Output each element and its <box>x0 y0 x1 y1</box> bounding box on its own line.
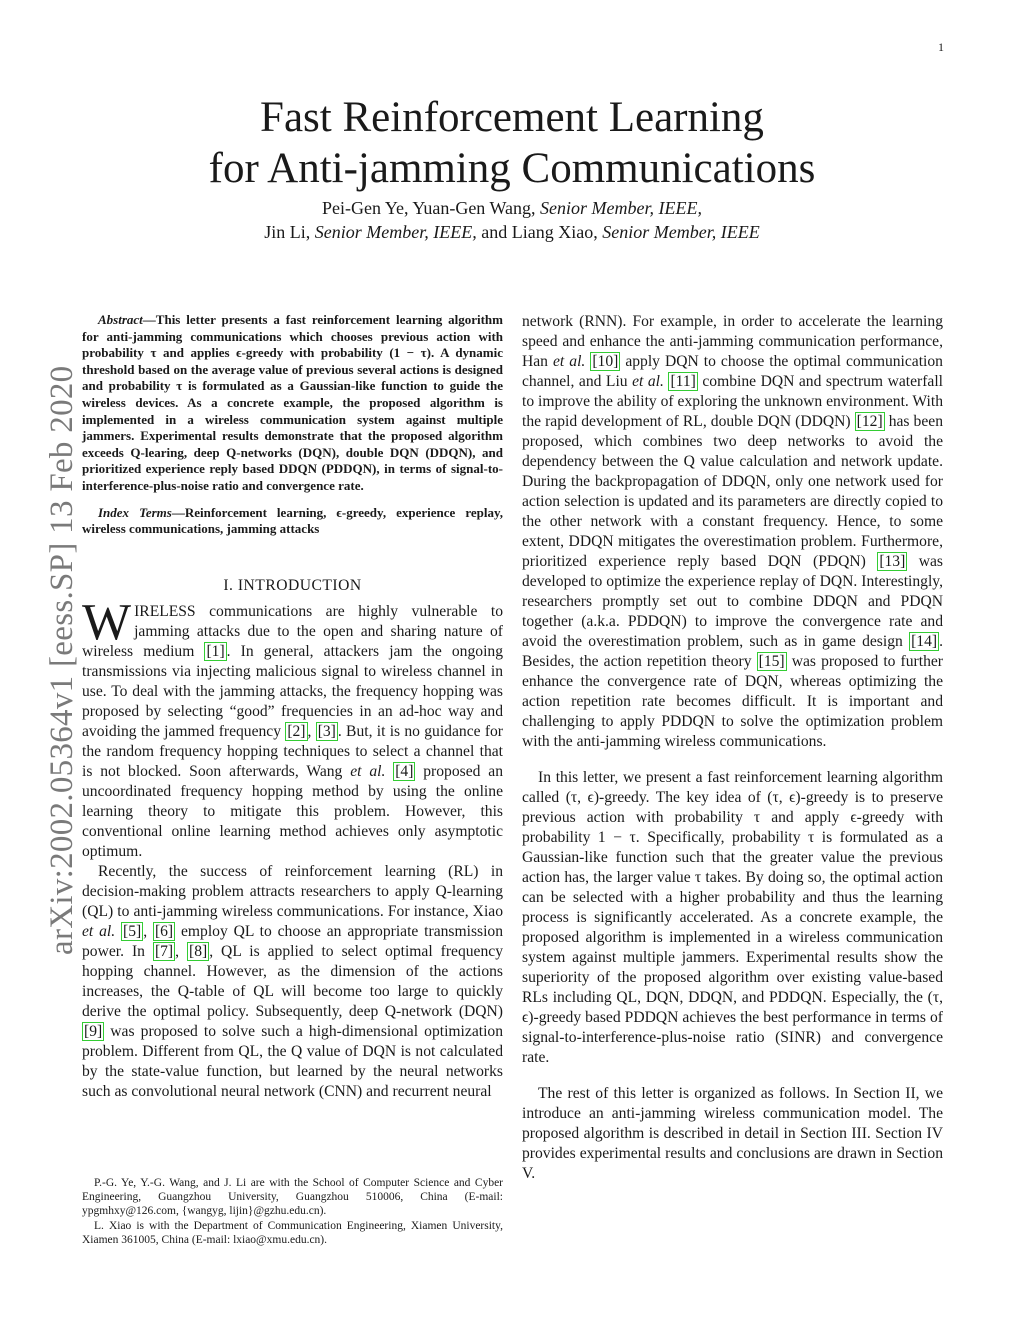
right-column-body <box>522 312 943 1184</box>
citation-link[interactable]: [7] <box>154 942 174 960</box>
citation-link[interactable]: [6] <box>154 922 174 940</box>
author-name: Jin Li, <box>264 222 315 242</box>
drop-cap: W <box>82 593 132 651</box>
text-run: was proposed to solve such a high-dimensional optimization problem. Different from QL, the Q value of DQN is not calculated by the state-value function, but learned by the neural networks such as convolutional neural network (CNN) and recurrent neural <box>82 1022 503 1100</box>
text-run: was proposed to further enhance the convergence rate of DQN, whereas optimizing the action repetition rate becomes difficult. It is important and challenging to apply PDDQN to solve the optimization problem with the anti-jamming wireless communications. <box>522 653 943 750</box>
footnote-affiliation-1: P.-G. Ye, Y.-G. Wang, and J. Li are with the School of Computer Science and Cyber Engineering, Guangzhou University, Guangzhou 510006, China (E-mail: ypgmhxy@126.com, {wangyg, lijin}@gzhu.edu.cn). <box>82 1177 503 1218</box>
text-run: et al. <box>82 922 116 940</box>
text-run: Recently, the success of reinforcement learning (RL) in decision-making problem attracts researchers to apply Q-learning (QL) to anti-jamming wireless communications. For instance, Xiao <box>82 862 503 920</box>
paper-title <box>0 92 1024 194</box>
left-column <box>82 312 503 1102</box>
index-terms-label: Index Terms <box>98 504 172 520</box>
text-run: network (RNN). For example, in order to accelerate the learning speed and enhance the anti-jamming communication performance, Han <box>522 313 943 370</box>
citation-link[interactable]: [12] <box>856 413 883 430</box>
paragraph: In this letter, we present a fast reinforcement learning algorithm called (τ, ϵ)-greedy. The key idea of (τ, ϵ)-greedy is to preserve previous action with probability τ and apply ϵ-greedy with probability 1 − τ. Specifically, probability τ is formulated as a Gaussian-like function such that the greater value the previous action has, the larger value τ takes. By doing so, the optimal action can be selected with a higher probability and thus the learning process is significantly accelerated. As a concrete example, the proposed algorithm is implemented in a wireless communication system against multiple jammers. Experimental results show the superiority of the proposed algorithm over existing value-based RLs including QL, DQN, DDQN, and PDDQN. Especially, the (τ, ϵ)-greedy based PDDQN achieves the best performance in terms of signal-to-interference-plus-noise ratio (SINR) and convergence rate. <box>522 769 943 1066</box>
text-run: et al. <box>553 353 586 370</box>
title-line-1: Fast Reinforcement Learning <box>260 94 764 141</box>
text-run: , <box>175 942 187 960</box>
abstract <box>82 312 503 538</box>
paragraph-gap <box>522 1068 943 1084</box>
author-name: and Liang Xiao, <box>476 222 603 242</box>
footnotes <box>82 1176 503 1247</box>
abstract-paragraph <box>82 312 503 495</box>
citation-link[interactable]: [14] <box>911 633 938 650</box>
page-number: 1 <box>938 40 944 54</box>
text-run: . In general, attackers jam the ongoing transmissions via injecting malicious signal to wireless channel in use. To deal with the jamming attacks, the frequency hopping was proposed by selecting “good” frequencies in an ad-hoc way and avoiding the jammed frequency <box>82 642 503 740</box>
index-terms-text: —Reinforcement learning, ϵ-greedy, experience replay, wireless communications, jamming attacks <box>82 504 504 537</box>
text-run: et al. <box>632 373 664 390</box>
abstract-label: Abstract <box>98 312 143 327</box>
title-line-2: for Anti-jamming Communications <box>208 145 816 192</box>
paragraph: The rest of this letter is organized as follows. In Section II, we introduce an anti-jamming wireless communication model. The proposed algorithm is described in detail in Section III. Section IV provides experimental results and conclusions are drawn in Section V. <box>522 1085 943 1182</box>
text-run: employ QL to choose an appropriate transmission power. In <box>82 922 504 960</box>
author-line-1 <box>0 196 1024 220</box>
citation-link[interactable]: [8] <box>189 942 208 960</box>
introduction-body <box>82 593 504 1102</box>
text-run: was developed to optimize the experience replay of DQN. Interestingly, researchers promptly set out to combine DDQN and PDQN together (a.k.a. PDDQN) to improve the convergence rate and avoid the overestimation problem, such as in game design <box>522 553 943 650</box>
citation-link[interactable]: [13] <box>879 553 906 570</box>
text-run: , <box>143 922 153 940</box>
author-names: Pei-Gen Ye, Yuan-Gen Wang, <box>322 198 541 218</box>
footnote-affiliation-2: L. Xiao is with the Department of Communication Engineering, Xiamen University, Xiamen 361005, China (E-mail: lxiao@xmu.edu.cn). <box>82 1219 503 1246</box>
citation-link[interactable]: [4] <box>395 762 414 780</box>
text-run: has been proposed, which combines two deep networks to avoid the dependency between the Q value calculation and network update. During the backpropagation of DDQN, only one network used for action selection is updated and its parameters are directly copied to the other network with a constant frequency. Hence, to some extent, DDQN mitigates the overestimation problem. Furthermore, prioritized experience reply based DQN (PDQN) <box>522 413 943 570</box>
text-run: . But, it is no guidance for the random frequency hopping techniques to select a channel that is not blocked. Soon afterwards, Wang <box>82 722 504 780</box>
arxiv-identifier[interactable]: arXiv:2002.05364v1 [eess.SP] 13 Feb 2020 <box>44 365 80 955</box>
citation-link[interactable]: [9] <box>84 1022 103 1040</box>
author-block <box>0 196 1024 244</box>
abstract-text: —This letter presents a fast reinforcement learning algorithm for anti-jamming communications which chooses previous action with probability τ and applies ϵ-greedy with probability (1 − τ). A dynamic threshold based on the average value of previous several actions is designed and probability τ is formulated as a Gaussian-like function to guide the wireless devices. As a concrete example, the proposed algorithm is implemented in a wireless communication system against multiple jammers. Experimental results demonstrate that the proposed algorithm exceeds Q-learing, deep Q-networks (DQN), double DQN (DDQN), and prioritized experience reply based DDQN (PDDQN), in terms of signal-to-interference-plus-noise ratio and convergence rate. <box>82 312 503 493</box>
author-role: Senior Member, IEEE, <box>540 198 702 218</box>
intro-paragraph-1 <box>82 593 504 862</box>
paragraph-gap <box>522 752 943 768</box>
text-run: , QL is applied to select optimal frequency hopping channel. However, as the dimension of the actions increases, the Q-table of QL will become too large to quickly derive the optimal policy. Subsequently, deep Q-network (DQN) <box>82 942 503 1020</box>
author-role: Senior Member, IEEE <box>602 222 760 242</box>
text-run: apply DQN to choose the optimal communication channel, and Liu <box>522 353 943 390</box>
text-run: IRELESS communications are highly vulnerable to jamming attacks due to the open and sharing nature of wireless medium <box>82 602 503 660</box>
text-run: et al. <box>350 762 386 780</box>
citation-link[interactable]: [15] <box>758 653 785 670</box>
paragraph <box>522 312 943 752</box>
author-role: Senior Member, IEEE, <box>314 222 477 242</box>
citation-link[interactable]: [2] <box>287 722 306 740</box>
citation-link[interactable]: [11] <box>670 373 696 390</box>
index-terms <box>82 505 503 538</box>
author-line-2 <box>0 220 1024 244</box>
intro-paragraph-2 <box>82 862 503 1102</box>
text-run: . Besides, the action repetition theory <box>522 633 943 670</box>
citation-link[interactable]: [3] <box>317 722 336 740</box>
citation-link[interactable]: [10] <box>592 353 619 370</box>
text-run: proposed an uncoordinated frequency hopping method by using the online learning theory to mitigate this problem. However, this conventional online learning method achieves only asymptotic optimum. <box>82 762 503 860</box>
text-run: , <box>307 722 316 740</box>
citation-link[interactable]: [1] <box>206 642 225 660</box>
section-heading: I. INTRODUCTION <box>223 576 362 594</box>
text-run: combine DQN and spectrum waterfall to improve the ability of exploring the unknown environment. With the rapid development of RL, double DQN (DDQN) <box>522 373 943 430</box>
citation-link[interactable]: [5] <box>123 922 142 940</box>
right-column <box>522 312 943 1184</box>
